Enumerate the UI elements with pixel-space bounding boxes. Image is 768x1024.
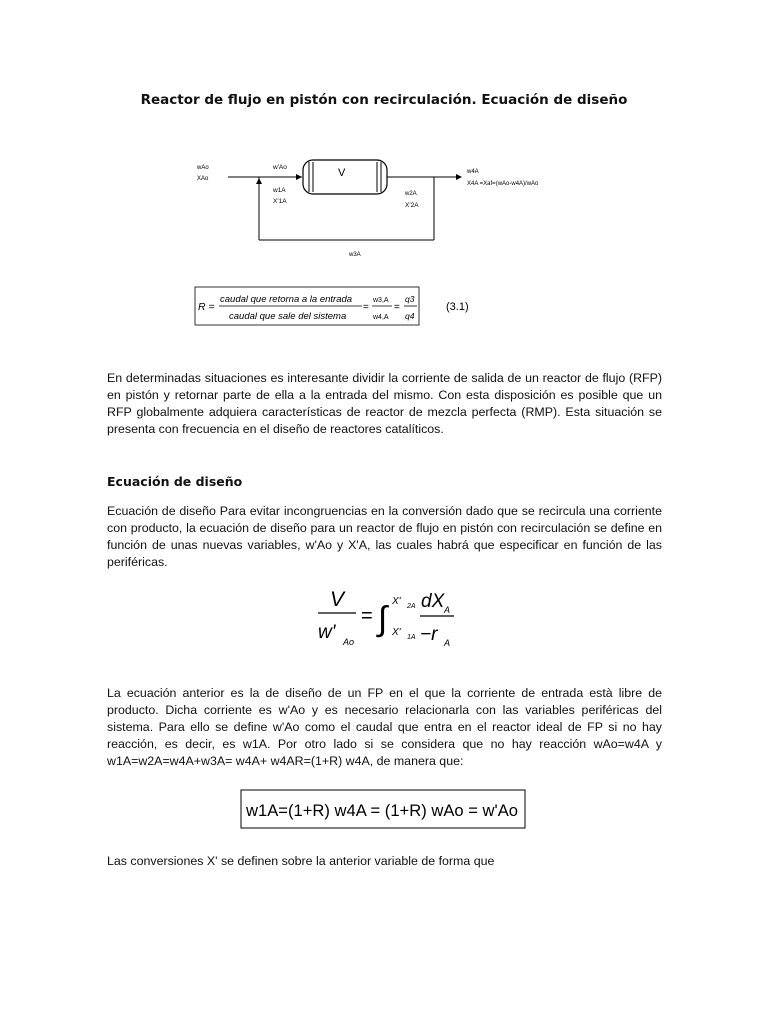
volume-symbol: V xyxy=(330,588,345,611)
outlet-conversion-label: X4A =Xaf=(wAo-w4A)/wAo xyxy=(467,181,539,187)
svg-text:Ao: Ao xyxy=(343,637,355,647)
inlet-conversion-label: XAo xyxy=(197,176,209,182)
reactor-volume-label: V xyxy=(338,167,346,179)
w1-label: w1A xyxy=(273,187,286,194)
q-ratio-numerator: q3 xyxy=(405,294,415,304)
ratio-numerator: caudal que retorna a la entrada xyxy=(220,294,353,305)
feed-flow-label: w'Ao xyxy=(273,164,287,171)
intro-paragraph: En determinadas situaciones es interesante dividir la corriente de salida de un reactor de flujo (RFP) en pistón y retornar parte de ella a la entrada del mismo. Con esta disposición es posible que un RFP globalmente adquiera características de reactor de mezcla perfecta (RMP). Esta situación se presenta con frecuencia en el diseño de reactores catalíticos. xyxy=(107,371,662,436)
x2-label: X'2A xyxy=(405,202,419,209)
boxed-flow-equation xyxy=(0,786,768,836)
upper-limit: X' xyxy=(392,596,401,607)
feed-flow-symbol: w' xyxy=(318,622,336,643)
r-symbol: R = xyxy=(198,301,215,313)
explanation-paragraph: La ecuación anterior es la de diseño de un FP en el que la corriente de entrada està libre de producto. Dicha corriente es w'Ao y es necesario relacionarla con las variables periféricas del sistema. Para ello se define w'Ao como el caudal que entra en el reactor ideal de FP si no hay reacción, es decir, es w1A. Por otro lado si se considera que no hay reacción wAo=w4A y w1A=w2A=w4A+w3A= w4A+ w4AR=(1+R) w4A, de manera que: xyxy=(107,686,662,768)
svg-text:=: = xyxy=(394,302,400,313)
recycle-ratio-equation xyxy=(0,284,768,334)
section-heading: Ecuación de diseño xyxy=(107,474,243,489)
conversion-paragraph: Las conversiones X' se definen sobre la anterior variable de forma que xyxy=(107,854,495,868)
flow-ratio-denominator: w4,A xyxy=(373,314,389,321)
boxed-equation-text: w1A=(1+R) w4A = (1+R) wAo = w'Ao xyxy=(245,801,519,820)
reaction-rate: −r xyxy=(420,624,438,645)
svg-text:A: A xyxy=(444,605,451,615)
svg-text:=: = xyxy=(363,302,369,313)
q-ratio-denominator: q4 xyxy=(405,311,415,321)
w2-label: w2A xyxy=(405,191,417,197)
inlet-flow-label: wAo xyxy=(197,165,209,171)
equation-number: (3.1) xyxy=(446,301,469,313)
page-title: Reactor de flujo en pistón con recirculación. Ecuación de diseño xyxy=(140,92,628,108)
recycle-flow-label: w3A xyxy=(349,252,361,258)
flow-ratio-numerator: w3,A xyxy=(373,297,389,304)
svg-text:2A: 2A xyxy=(407,603,416,610)
differential-conversion: dX xyxy=(421,591,445,612)
lower-limit: X' xyxy=(392,627,401,638)
svg-text:1A: 1A xyxy=(407,634,416,641)
design-paragraph: Ecuación de diseño Para evitar incongruencias en la conversión dado que se recircula una corriente con producto, la ecuación de diseño para un reactor de flujo en pistón con recirculación se define en función de unas nuevas variables, w'Ao y X'A, las cuales habrá que especificar en función de las periféricas. xyxy=(107,504,662,569)
svg-text:=: = xyxy=(361,605,373,627)
integral-sign: ∫ xyxy=(378,600,388,638)
x1-label: X'1A xyxy=(273,198,287,205)
ratio-denominator: caudal que sale del sistema xyxy=(229,311,347,322)
design-equation xyxy=(0,580,768,660)
outlet-flow-label: w4A xyxy=(467,169,479,175)
svg-text:A: A xyxy=(444,638,451,648)
